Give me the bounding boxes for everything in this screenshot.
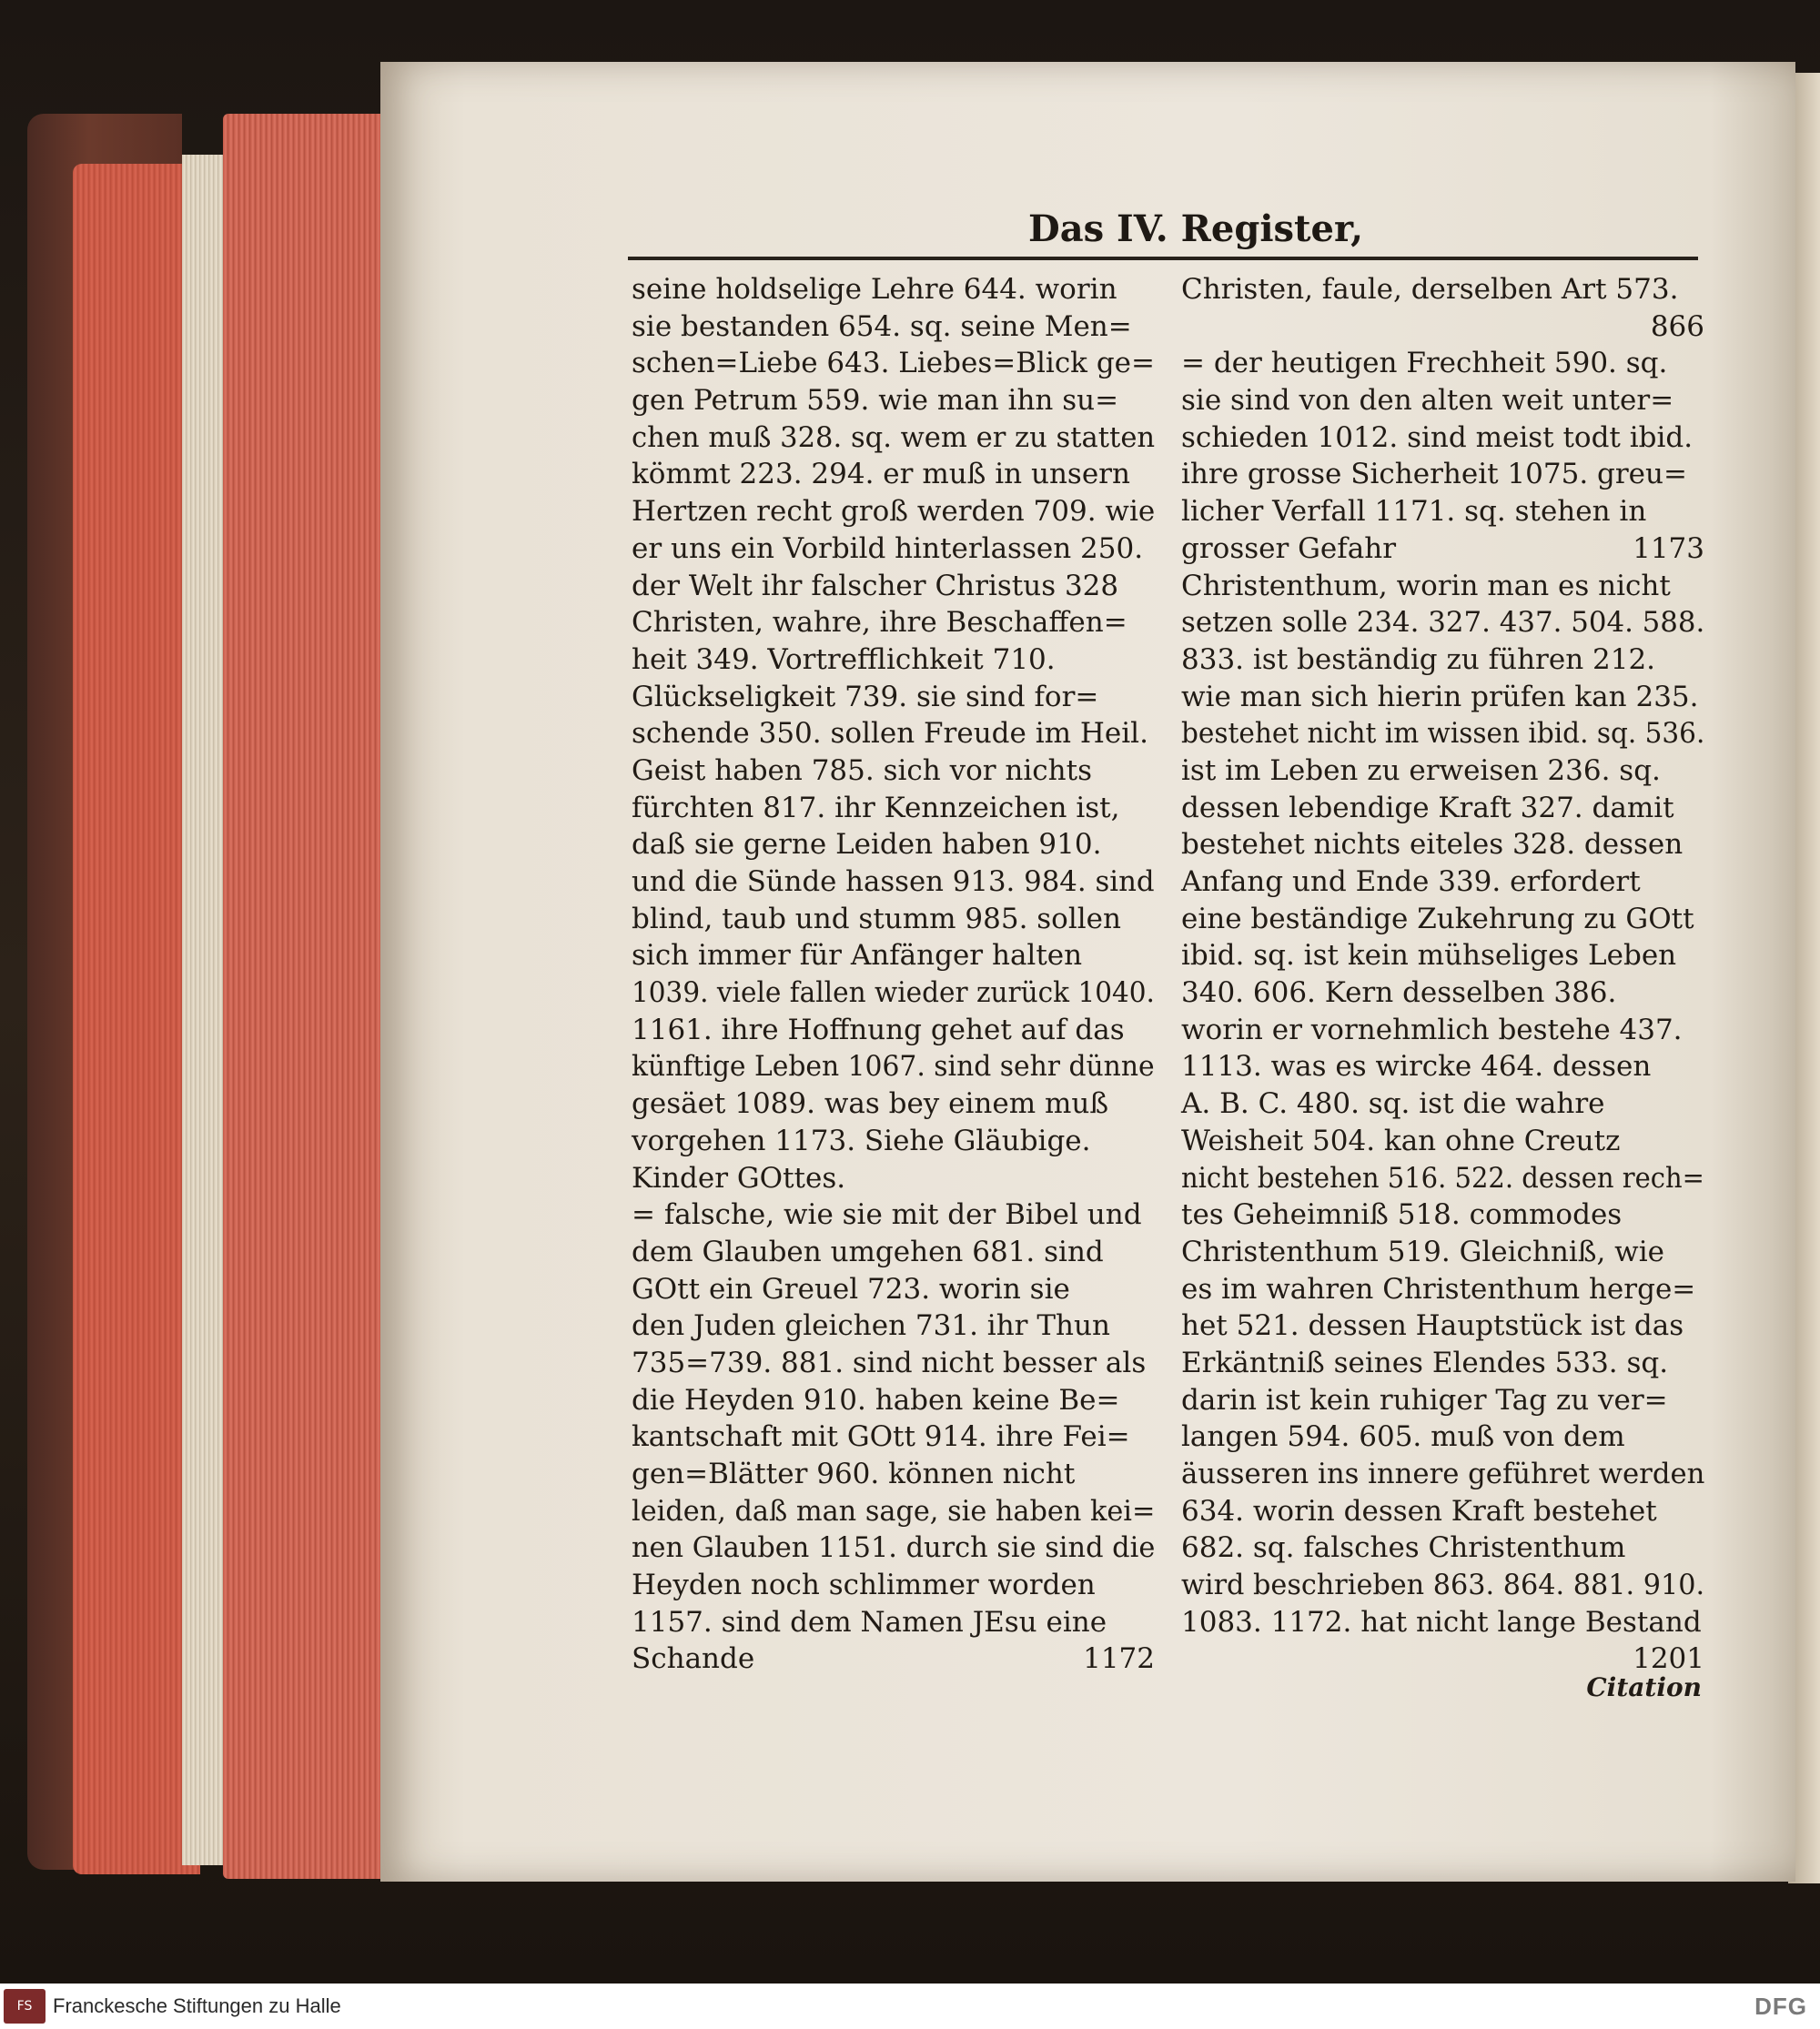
index-line — [1181, 937, 1704, 974]
index-line-text: eine beständige Zukehrung zu GOtt — [1181, 902, 1694, 935]
index-line — [632, 604, 1155, 641]
index-line — [632, 1196, 1155, 1234]
index-line-text: licher Verfall 1171. sq. stehen in — [1181, 495, 1647, 529]
index-line — [632, 1418, 1155, 1456]
index-line — [1181, 345, 1704, 382]
index-line-text: gen=Blätter 960. können nicht — [632, 1458, 1076, 1490]
index-line — [1181, 826, 1704, 863]
index-line — [1181, 752, 1704, 790]
index-line — [1181, 641, 1704, 679]
index-line-text: schieden 1012. sind meist todt ibid. — [1181, 420, 1694, 454]
index-line-text: schende 350. sollen Freude im Heil. — [632, 717, 1148, 751]
index-line — [632, 641, 1155, 679]
index-line — [632, 1271, 1155, 1308]
index-line — [1181, 382, 1704, 419]
index-line-text: der Welt ihr falscher Christus 328 — [632, 569, 1119, 602]
index-line-text: dem Glauben umgehen 681. sind — [632, 1235, 1104, 1268]
catchword: Citation — [1586, 1672, 1702, 1702]
index-line — [632, 1012, 1155, 1049]
index-line — [632, 826, 1155, 863]
index-line-text: Glückseligkeit 739. sie sind for= — [632, 680, 1099, 713]
index-line — [632, 1493, 1155, 1530]
page-reference: 1173 — [1633, 531, 1704, 565]
index-line — [1181, 1345, 1704, 1382]
index-line — [632, 1604, 1155, 1641]
index-line — [1181, 604, 1704, 641]
page-stack-edge — [223, 114, 382, 1879]
index-line — [632, 1085, 1155, 1123]
index-line-text: es im wahren Christenthum herge= — [1181, 1272, 1696, 1306]
index-line-text: vorgehen 1173. Siehe Gläubige. — [632, 1124, 1091, 1157]
index-line — [1181, 1493, 1704, 1530]
index-line — [1181, 419, 1704, 457]
index-line-text: wird beschrieben 863. 864. 881. 910. — [1181, 1569, 1705, 1602]
page-reference: 866 — [1650, 309, 1704, 343]
index-line — [632, 1307, 1155, 1345]
index-line — [1181, 679, 1704, 716]
index-line-text: 1083. 1172. hat nicht lange Bestand — [1181, 1605, 1702, 1639]
index-line-text: gesäet 1089. was bey einem muß — [632, 1087, 1109, 1121]
index-line — [1181, 308, 1704, 346]
index-line — [1181, 1048, 1704, 1085]
index-line-text: Hertzen recht groß werden 709. wie — [632, 495, 1156, 529]
index-line — [1181, 1604, 1704, 1641]
index-line — [1181, 1456, 1704, 1493]
index-line-text: seine holdselige Lehre 644. worin — [632, 273, 1117, 306]
index-line-text: Christenthum, worin man es nicht — [1181, 569, 1671, 602]
index-line — [1181, 1085, 1704, 1123]
index-line-text: 735=739. 881. sind nicht besser als — [632, 1346, 1147, 1379]
index-line — [1181, 974, 1704, 1012]
index-line — [1181, 493, 1704, 530]
index-line — [1181, 1382, 1704, 1419]
index-line — [1181, 456, 1704, 493]
index-line — [632, 1123, 1155, 1160]
index-line-text: sich immer für Anfänger halten — [632, 939, 1083, 973]
footer-bar — [0, 1984, 1820, 2029]
index-line-text: Christen, faule, derselben Art 573. — [1181, 273, 1679, 306]
index-line-text: schen=Liebe 643. Liebes=Blick ge= — [632, 347, 1155, 380]
index-line-text: setzen solle 234. 327. 437. 504. 588. — [1181, 606, 1705, 640]
index-line-text: sie sind von den alten weit unter= — [1181, 384, 1674, 418]
index-line — [632, 382, 1155, 419]
index-line-text: Heyden noch schlimmer worden — [632, 1569, 1096, 1602]
index-line-text: Geist haben 785. sich vor nichts — [632, 753, 1093, 787]
index-line-text: blind, taub und stumm 985. sollen — [632, 902, 1121, 935]
index-line-text: die Heyden 910. haben keine Be= — [632, 1383, 1120, 1417]
index-line-text: Erkäntniß seines Elendes 533. sq. — [1181, 1346, 1669, 1379]
index-line — [1181, 1123, 1704, 1160]
index-line-text: GOtt ein Greuel 723. worin sie — [632, 1272, 1070, 1306]
index-line — [632, 456, 1155, 493]
index-line-text: leiden, daß man sage, sie haben kei= — [632, 1494, 1156, 1528]
index-line-text: sie bestanden 654. sq. seine Men= — [632, 309, 1132, 343]
index-line — [632, 1048, 1155, 1085]
index-line-text: äusseren ins innere geführet werden — [1181, 1458, 1705, 1490]
index-line-text: 833. ist beständig zu führen 212. — [1181, 642, 1656, 676]
index-line-text: 340. 606. Kern desselben 386. — [1181, 976, 1617, 1010]
index-line — [632, 493, 1155, 530]
index-line-text: er uns ein Vorbild hinterlassen 250. — [632, 531, 1144, 565]
index-line — [632, 974, 1155, 1012]
index-line — [632, 1345, 1155, 1382]
index-line-text: wie man sich hierin prüfen kan 235. — [1181, 680, 1699, 713]
index-line — [632, 752, 1155, 790]
index-line — [1181, 1418, 1704, 1456]
institution-logo-icon — [4, 1989, 46, 2024]
index-line — [1181, 1567, 1704, 1604]
index-column-right — [1181, 271, 1704, 1678]
index-line-text: bestehet nicht im wissen ibid. sq. 536. — [1181, 717, 1705, 751]
index-line-text: daß sie gerne Leiden haben 910. — [632, 828, 1102, 862]
index-line-text: dessen lebendige Kraft 327. damit — [1181, 791, 1674, 824]
index-line-text: 634. worin dessen Kraft bestehet — [1181, 1494, 1657, 1528]
index-line-text: = der heutigen Frechheit 590. sq. — [1181, 347, 1668, 380]
index-line-text: ihre grosse Sicherheit 1075. greu= — [1181, 458, 1687, 491]
index-line — [1181, 901, 1704, 938]
index-line-text: Kinder GOttes. — [632, 1161, 846, 1195]
index-line — [1181, 1196, 1704, 1234]
index-line — [632, 715, 1155, 752]
index-line — [632, 530, 1155, 568]
index-line-text: het 521. dessen Hauptstück ist das — [1181, 1309, 1684, 1343]
index-line — [1181, 1234, 1704, 1271]
index-line-text: 682. sq. falsches Christenthum — [1181, 1531, 1626, 1565]
index-line-text: kömmt 223. 294. er muß in unsern — [632, 458, 1130, 491]
index-line — [632, 790, 1155, 827]
index-line-text: 1113. was es wircke 464. dessen — [1181, 1050, 1652, 1084]
index-line-text: gen Petrum 559. wie man ihn su= — [632, 384, 1119, 418]
index-line-text: Weisheit 504. kan ohne Creutz — [1181, 1124, 1621, 1157]
index-line-text: = falsche, wie sie mit der Bibel und — [632, 1198, 1142, 1232]
index-line-text: nicht bestehen 516. 522. dessen rech= — [1181, 1161, 1704, 1195]
index-line-text: ibid. sq. ist kein mühseliges Leben — [1181, 939, 1677, 973]
index-line — [632, 1640, 1155, 1678]
index-line — [1181, 530, 1704, 568]
index-line-text: 1039. viele fallen wieder zurück 1040. — [632, 976, 1155, 1010]
index-line-text: heit 349. Vortrefflichkeit 710. — [632, 642, 1056, 676]
index-line-text: darin ist kein ruhiger Tag zu ver= — [1181, 1383, 1668, 1417]
page-header: Das IV. Register, — [1028, 207, 1364, 250]
index-line — [632, 271, 1155, 308]
index-line — [632, 1456, 1155, 1493]
index-line — [632, 679, 1155, 716]
index-line — [632, 568, 1155, 605]
index-line — [1181, 790, 1704, 827]
index-line — [1181, 1307, 1704, 1345]
index-line-text: künftige Leben 1067. sind sehr dünne — [632, 1050, 1155, 1084]
index-line-text: A. B. C. 480. sq. ist die wahre — [1181, 1087, 1605, 1121]
index-line — [632, 1160, 1155, 1197]
index-line — [1181, 568, 1704, 605]
page-reference: 1172 — [1083, 1642, 1155, 1676]
index-line-text: grosser Gefahr — [1181, 531, 1397, 565]
index-line-text: Anfang und Ende 339. erfordert — [1181, 865, 1641, 898]
index-line — [632, 308, 1155, 346]
index-line-text: worin er vornehmlich bestehe 437. — [1181, 1013, 1683, 1046]
index-line — [632, 1567, 1155, 1604]
index-line-text: den Juden gleichen 731. ihr Thun — [632, 1309, 1110, 1343]
index-line-text: chen muß 328. sq. wem er zu statten — [632, 420, 1156, 454]
book-edge — [73, 164, 200, 1874]
institution-name: Franckesche Stiftungen zu Halle — [53, 1994, 341, 2017]
index-line — [632, 1529, 1155, 1567]
page-reference: 1201 — [1633, 1642, 1704, 1676]
index-line — [1181, 1529, 1704, 1567]
index-line — [1181, 1271, 1704, 1308]
index-line-text: ist im Leben zu erweisen 236. sq. — [1181, 753, 1661, 787]
index-line — [632, 419, 1155, 457]
logo-label: FS — [16, 1999, 33, 2014]
header-rule — [628, 257, 1698, 260]
index-line — [632, 901, 1155, 938]
index-line-text: bestehet nichts eiteles 328. dessen — [1181, 828, 1684, 862]
index-line-text: 1161. ihre Hoffnung gehet auf das — [632, 1013, 1125, 1046]
index-line-text: Christen, wahre, ihre Beschaffen= — [632, 606, 1127, 640]
funder-logo: DFG — [1754, 1993, 1807, 2020]
index-line-text: langen 594. 605. muß von dem — [1181, 1420, 1625, 1454]
index-line — [1181, 863, 1704, 901]
index-line — [1181, 1160, 1704, 1197]
index-line-text: tes Geheimniß 518. commodes — [1181, 1198, 1623, 1232]
index-line-text: kantschaft mit GOtt 914. ihre Fei= — [632, 1420, 1130, 1454]
index-line-text: und die Sünde hassen 913. 984. sind — [632, 865, 1155, 898]
index-line — [632, 863, 1155, 901]
index-line — [1181, 271, 1704, 308]
index-line — [632, 345, 1155, 382]
index-line-text: nen Glauben 1151. durch sie sind die — [632, 1531, 1156, 1565]
index-line-text: Christenthum 519. Gleichniß, wie — [1181, 1235, 1664, 1268]
index-line-text: fürchten 817. ihr Kennzeichen ist, — [632, 791, 1120, 824]
index-line-text: Schande — [632, 1642, 755, 1676]
index-line — [632, 1234, 1155, 1271]
index-line — [1181, 1012, 1704, 1049]
index-line — [632, 937, 1155, 974]
index-line-text: 1157. sind dem Namen JEsu eine — [632, 1605, 1107, 1639]
index-line — [1181, 715, 1704, 752]
index-line — [632, 1382, 1155, 1419]
index-column-left — [632, 271, 1155, 1678]
